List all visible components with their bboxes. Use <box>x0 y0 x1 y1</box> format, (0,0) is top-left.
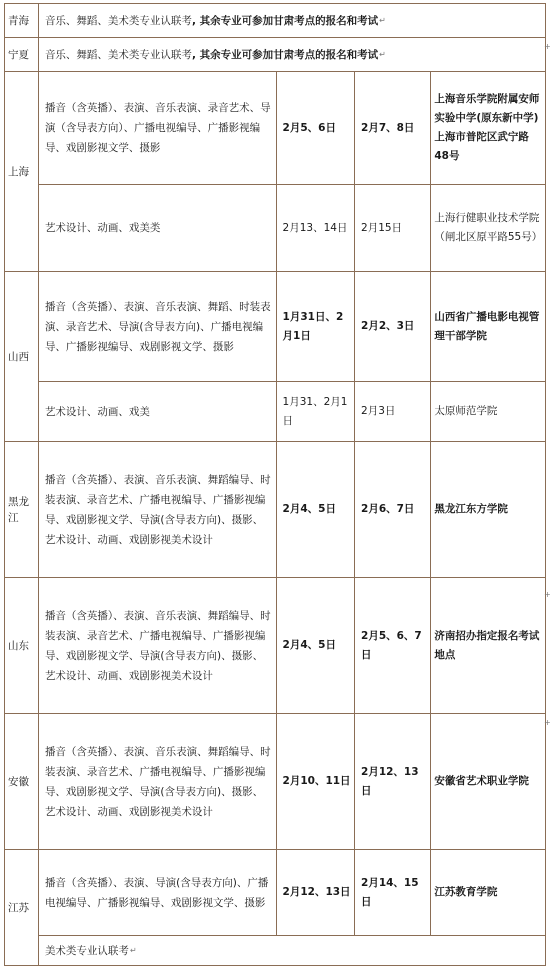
table-row-handle-icon: + <box>544 718 551 727</box>
notice-cell <box>38 38 545 72</box>
exam-date-cell <box>276 442 354 578</box>
table-row <box>5 382 546 442</box>
major-text: 艺术设计、动画、戏美 <box>44 405 150 418</box>
paragraph-mark-icon: ↵ <box>129 945 137 955</box>
table-row <box>5 714 546 850</box>
location-text: 太原师范学院 <box>434 405 498 417</box>
table-row <box>5 38 546 72</box>
result-date-text: 2月6、7日 <box>361 503 415 515</box>
notice-cell <box>38 4 545 38</box>
exam-date-cell <box>276 714 354 850</box>
exam-date-text: 2月13、14日 <box>282 221 348 234</box>
exam-date-text: 2月4、5日 <box>282 503 336 515</box>
major-text: 播音（含英播）、表演、音乐表演、舞蹈编导、时装表演、录音艺术、广播电视编导、广播影视编导、戏剧影视文学、导演(含导表方向)、摄影、艺术设计、动画、戏剧影视美术设计 <box>44 745 271 818</box>
province-cell <box>5 714 39 850</box>
major-cell <box>38 442 276 578</box>
table-row <box>5 936 546 966</box>
major-text: 播音（含英播）、表演、音乐表演、舞蹈编导、时装表演、录音艺术、广播电视编导、广播影视编导、戏剧影视文学、导演(含导表方向)、摄影、艺术设计、动画、戏剧影视美术设计 <box>44 473 271 546</box>
province-cell <box>5 850 39 966</box>
province-name: 安徽 <box>8 775 29 788</box>
result-date-cell <box>355 714 431 850</box>
major-text: 播音（含英播）、表演、导演(含导表方向)、广播电视编导、广播影视编导、戏剧影视文学、摄影 <box>44 876 269 909</box>
major-cell <box>38 272 276 382</box>
major-cell <box>38 850 276 936</box>
result-date-cell <box>355 578 431 714</box>
notice-cell <box>38 936 545 966</box>
province-name: 上海 <box>8 165 29 178</box>
location-cell <box>431 850 546 936</box>
paragraph-mark-icon: ↵ <box>379 15 386 25</box>
province-name: 黑龙江 <box>8 495 29 524</box>
major-text: 播音（含英播）、表演、音乐表演、舞蹈、时装表演、录音艺术、导演(含导表方向)、广播电视编导、广播影视编导、戏剧影视文学、摄影 <box>44 300 271 353</box>
province-name: 山东 <box>8 639 29 652</box>
location-cell <box>431 272 546 382</box>
result-date-text: 2月5、6、7日 <box>361 629 422 661</box>
notice-text: 音乐、舞蹈、美术类专业认联考 <box>44 14 192 27</box>
exam-date-text: 2月10、11日 <box>282 775 351 787</box>
major-cell <box>38 72 276 185</box>
result-date-cell <box>355 442 431 578</box>
exam-date-cell <box>276 185 354 272</box>
result-date-text: 2月14、15日 <box>361 876 419 908</box>
table-row <box>5 185 546 272</box>
location-text: 上海行健职业技术学院（闸北区原平路55号） <box>434 212 543 243</box>
exam-date-cell <box>276 272 354 382</box>
major-cell <box>38 185 276 272</box>
major-cell <box>38 382 276 442</box>
table-row <box>5 72 546 185</box>
table-row <box>5 4 546 38</box>
location-text: 江苏教育学院 <box>434 886 498 898</box>
exam-date-cell <box>276 850 354 936</box>
province-cell <box>5 38 39 72</box>
province-cell <box>5 578 39 714</box>
province-name: 青海 <box>8 14 29 27</box>
province-cell <box>5 272 39 442</box>
major-text: 播音（含英播）、表演、音乐表演、录音艺术、导演（含导表方向）、广播电视编导、广播影视编导、戏剧影视文学、摄影 <box>44 102 271 154</box>
result-date-text: 2月12、13日 <box>361 765 419 797</box>
location-text: 济南招办指定报名考试地点 <box>434 629 540 661</box>
location-cell <box>431 578 546 714</box>
location-cell <box>431 714 546 850</box>
exam-date-text: 1月31日、2月1日 <box>282 310 344 342</box>
province-cell <box>5 72 39 272</box>
table-row <box>5 850 546 936</box>
location-cell <box>431 442 546 578</box>
exam-date-text: 2月12、13日 <box>282 886 351 898</box>
table-row-handle-icon: + <box>544 42 551 51</box>
table-row <box>5 272 546 382</box>
province-cell <box>5 442 39 578</box>
table-row <box>5 578 546 714</box>
exam-date-cell <box>276 578 354 714</box>
result-date-cell <box>355 850 431 936</box>
result-date-cell <box>355 185 431 272</box>
location-text: 上海音乐学院附属安师实验中学(原东新中学)上海市普陀区武宁路48号 <box>434 93 540 162</box>
exam-schedule-table <box>4 3 546 966</box>
exam-date-cell <box>276 382 354 442</box>
location-cell <box>431 382 546 442</box>
major-text: 播音（含英播）、表演、音乐表演、舞蹈编导、时装表演、录音艺术、广播电视编导、广播影视编导、戏剧影视文学、导演(含导表方向)、摄影、艺术设计、动画、戏剧影视美术设计 <box>44 609 271 682</box>
location-text: 山西省广播电影电视管理干部学院 <box>434 310 540 342</box>
major-cell <box>38 578 276 714</box>
result-date-cell <box>355 382 431 442</box>
notice-text: 美术类专业认联考 <box>44 944 129 957</box>
exam-date-text: 1月31、2月1日 <box>282 395 348 427</box>
exam-date-text: 2月5、6日 <box>282 121 336 134</box>
notice-text: 音乐、舞蹈、美术类专业认联考 <box>44 48 192 61</box>
province-name: 宁夏 <box>8 48 29 61</box>
notice-bold-text: , 其余专业可参加甘肃考点的报名和考试 <box>191 14 379 27</box>
location-cell <box>431 185 546 272</box>
table-row-handle-icon: + <box>544 590 551 599</box>
paragraph-mark-icon: ↵ <box>379 49 386 59</box>
table-row <box>5 442 546 578</box>
result-date-text: 2月7、8日 <box>361 121 415 134</box>
exam-date-cell <box>276 72 354 185</box>
result-date-cell <box>355 72 431 185</box>
province-cell <box>5 4 39 38</box>
province-name: 山西 <box>8 350 29 363</box>
province-name: 江苏 <box>8 901 29 914</box>
result-date-text: 2月15日 <box>361 221 403 234</box>
major-text: 艺术设计、动画、戏美类 <box>44 222 161 234</box>
result-date-text: 2月3日 <box>361 405 396 417</box>
result-date-cell <box>355 272 431 382</box>
major-cell <box>38 714 276 850</box>
exam-date-text: 2月4、5日 <box>282 639 336 651</box>
location-cell <box>431 72 546 185</box>
location-text: 黑龙江东方学院 <box>434 503 508 515</box>
notice-bold-text: , 其余专业可参加甘肃考点的报名和考试 <box>191 48 379 61</box>
result-date-text: 2月2、3日 <box>361 320 415 332</box>
location-text: 安徽省艺术职业学院 <box>434 775 529 787</box>
